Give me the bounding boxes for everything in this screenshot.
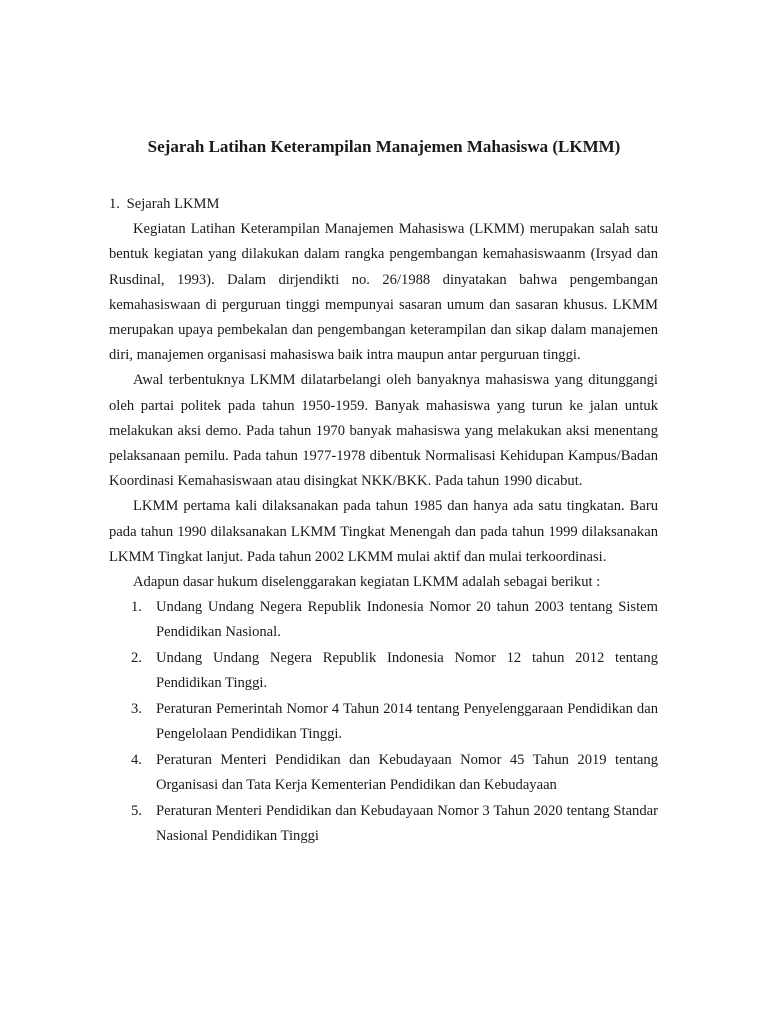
- list-item: [109, 595, 658, 645]
- list-item-text: Peraturan Menteri Pendidikan dan Kebudayaan Nomor 3 Tahun 2020 tentang Standar Nasional Pendidikan Tinggi: [156, 802, 658, 845]
- list-item-text: Peraturan Pemerintah Nomor 4 Tahun 2014 tentang Penyelenggaraan Pendidikan dan Pengelolaan Pendidikan Tinggi.: [156, 701, 658, 743]
- list-item-text: Undang Undang Negera Republik Indonesia Nomor 20 tahun 2003 tentang Sistem Pendidikan Nasional.: [156, 599, 658, 641]
- list-item: [109, 748, 658, 798]
- document-title: Sejarah Latihan Keterampilan Manajemen Mahasiswa (LKMM): [147, 137, 621, 156]
- section-heading: [109, 192, 658, 217]
- list-item-number: 1.: [131, 599, 142, 616]
- list-item: [109, 799, 658, 849]
- paragraph-implementation: LKMM pertama kali dilaksanakan pada tahun 1985 dan hanya ada satu tingkatan. Baru pada tahun 1990 dilaksanakan LKMM Tingkat Menengah dan pada tahun 1999 dilaksanakan LKMM Tingkat lanjut. Pada tahun 2002 LKMM mulai aktif dan mulai terkoordinasi.: [109, 498, 658, 565]
- list-item-number: 2.: [131, 650, 142, 667]
- document-body: [109, 192, 658, 850]
- paragraph-definition: Kegiatan Latihan Keterampilan Manajemen Mahasiswa (LKMM) merupakan salah satu bentuk kegiatan yang dilakukan dalam rangka pengembangan kemahasiswaanm (Irsyad dan Rusdinal, 1993). Dalam dirjendikti no. 26/1988 dinyatakan bahwa pengembangan kemahasiswaan di perguruan tinggi mempunyai sasaran umum dan sasaran khusus. LKMM merupakan upaya pembekalan dan pengembangan keterampilan dan sikap dalam manajemen diri, manajemen organisasi mahasiswa baik intra maupun antar perguruan tinggi.: [109, 221, 658, 364]
- list-item-text: Undang Undang Negera Republik Indonesia Nomor 12 tahun 2012 tentang Pendidikan Tinggi.: [156, 650, 658, 692]
- list-item-number: 5.: [131, 802, 142, 819]
- legal-basis-list: [109, 595, 658, 849]
- list-item: [109, 697, 658, 747]
- paragraph-legal-intro: Adapun dasar hukum diselenggarakan kegiatan LKMM adalah sebagai berikut :: [133, 574, 601, 591]
- list-item: [109, 646, 658, 696]
- section-number: 1.: [109, 196, 120, 212]
- list-item-number: 3.: [131, 701, 142, 718]
- section-heading-text: Sejarah LKMM: [126, 196, 220, 212]
- list-item-number: 4.: [131, 751, 142, 768]
- paragraph-origin: Awal terbentuknya LKMM dilatarbelangi oleh banyaknya mahasiswa yang ditunggangi oleh partai politek pada tahun 1950-1959. Banyak mahasiswa yang turun ke jalan untuk melakukan aksi demo. Pada tahun 1970 banyak mahasiswa yang melakukan aksi menentang pelaksanaan pemilu. Pada tahun 1977-1978 dibentuk Normalisasi Kehidupan Kampus/Badan Koordinasi Kemahasiswaan atau disingkat NKK/BKK. Pada tahun 1990 dicabut.: [109, 372, 658, 490]
- list-item-text: Peraturan Menteri Pendidikan dan Kebudayaan Nomor 45 Tahun 2019 tentang Organisasi dan Tata Kerja Kementerian Pendidikan dan Kebudayaan: [156, 751, 658, 794]
